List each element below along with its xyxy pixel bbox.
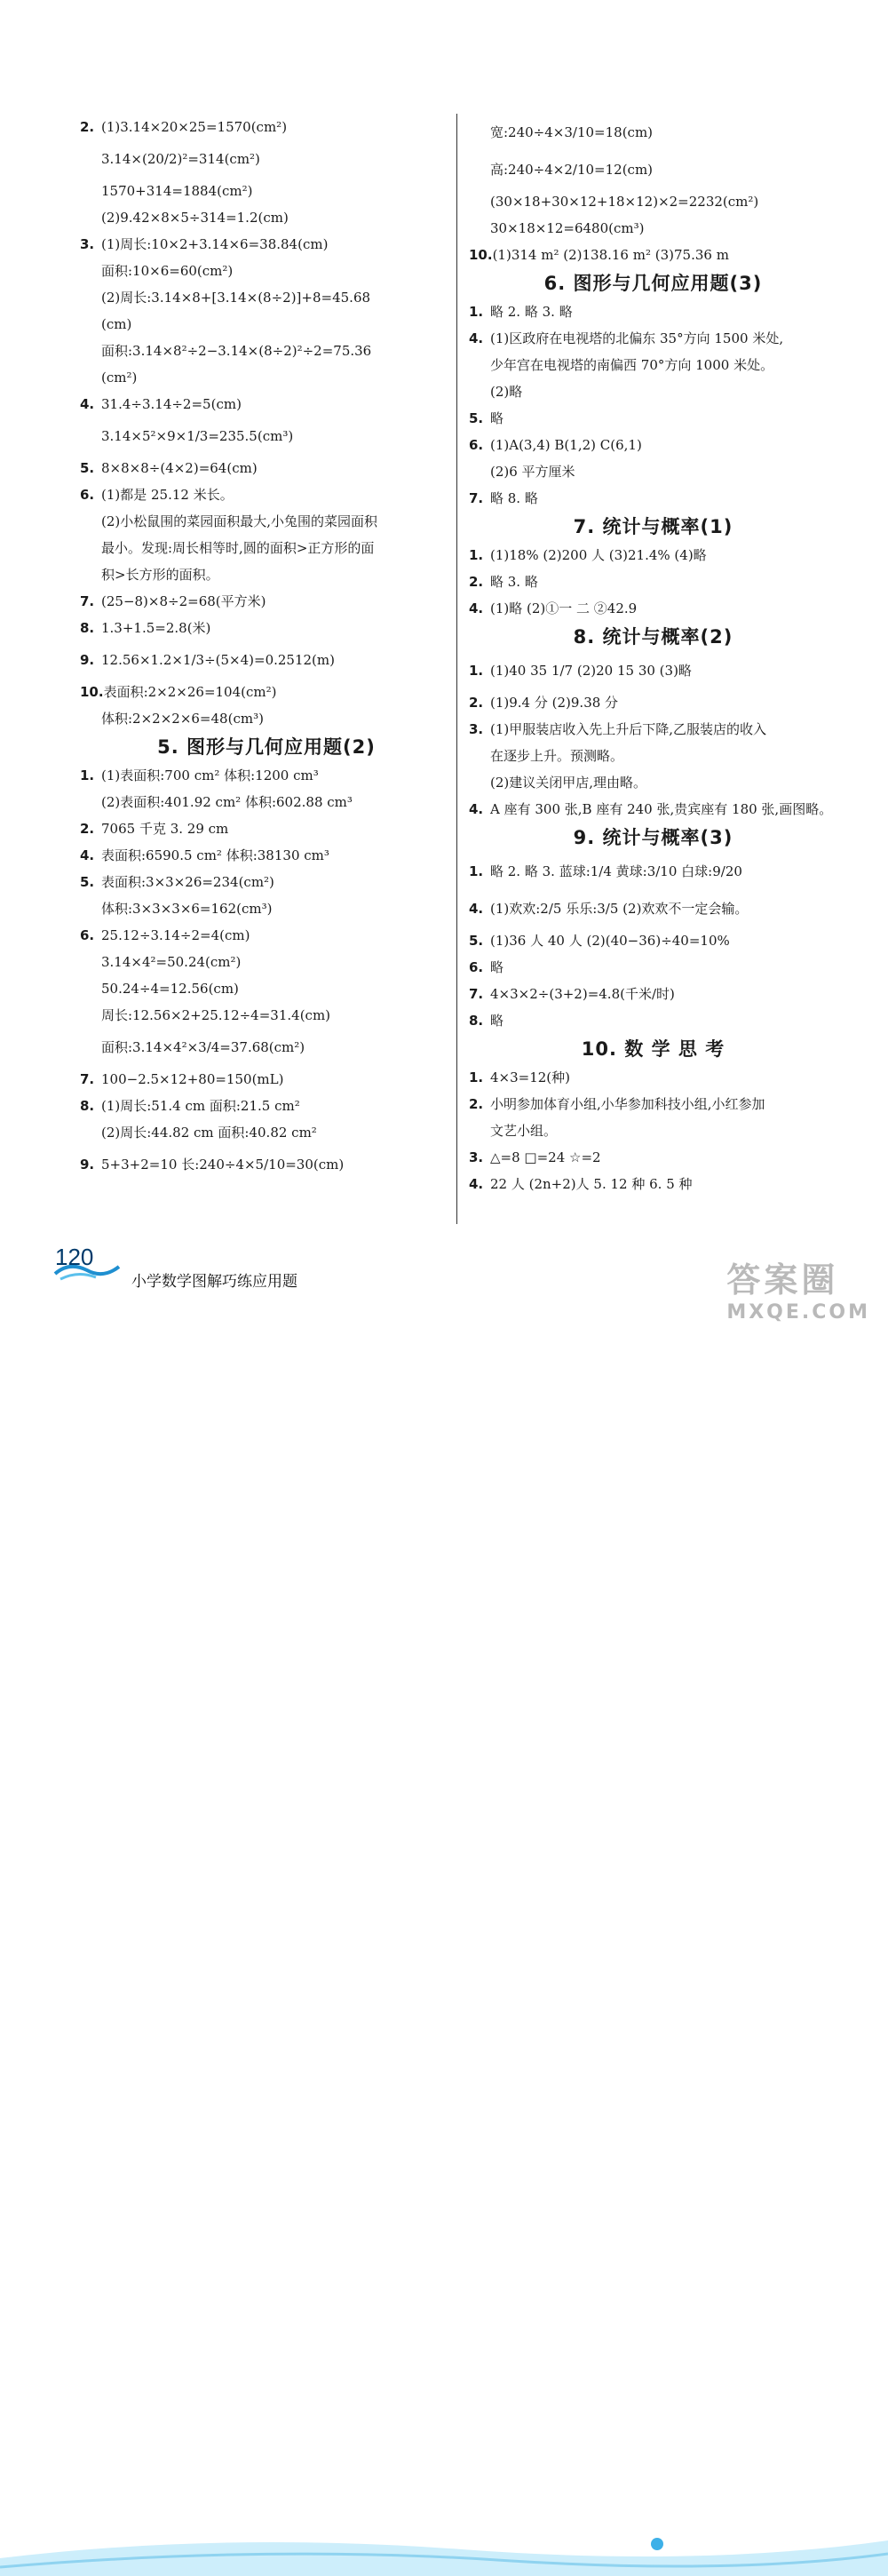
answer-line (80, 391, 453, 417)
answer-text: (1)区政府在电视塔的北偏东 35°方向 1500 米处, (490, 330, 784, 346)
section-title: 6. 图形与几何应用题(3) (543, 273, 763, 294)
answer-line (469, 458, 837, 485)
answer-line (80, 949, 453, 975)
answer-text: (2)周长:44.82 cm 面积:40.82 cm² (101, 1125, 317, 1141)
answer-text: 5+3+2=10 长:240÷4×5/10=30(cm) (101, 1157, 345, 1173)
answer-line (80, 641, 453, 679)
answer-text: (2)6 平方厘米 (490, 464, 575, 480)
question-number: 4. (80, 396, 95, 412)
answer-text: 30×18×12=6480(cm³) (490, 220, 645, 236)
answer-line (80, 1119, 453, 1146)
answer-text: 50.24÷4=12.56(cm) (101, 981, 239, 997)
question-number: 3. (469, 1149, 484, 1165)
answer-line (80, 1002, 453, 1029)
question-number: 9. (80, 1157, 95, 1173)
answer-line (80, 895, 453, 922)
answer-text: (2)略 (490, 384, 523, 400)
answer-text: 31.4÷3.14÷2=5(cm) (101, 396, 242, 412)
answer-line (469, 1064, 837, 1091)
answer-line (469, 890, 837, 927)
answer-line (80, 508, 453, 535)
answer-text: △=8 □=24 ☆=2 (490, 1149, 601, 1165)
question-number: 1. (469, 547, 484, 563)
answer-text: 面积:3.14×4²×3/4=37.68(cm²) (101, 1039, 305, 1055)
question-number: 2. (469, 695, 484, 711)
answer-line (469, 652, 837, 689)
question-number: 1. (469, 863, 484, 879)
watermark-url: MXQE.COM (726, 1301, 870, 1324)
answer-line (469, 352, 837, 378)
answer-line (80, 815, 453, 842)
answer-text: 体积:2×2×2×6=48(cm³) (101, 711, 264, 727)
answer-text: 面积:3.14×8²÷2−3.14×(8÷2)²÷2=75.36 (101, 343, 372, 359)
question-number: 3. (469, 721, 484, 737)
answer-line (80, 869, 453, 895)
answer-text: 4×3×2÷(3+2)=4.8(千米/时) (490, 986, 675, 1002)
question-number: 4. (469, 330, 484, 346)
right-column (469, 114, 837, 1197)
answer-text: 略 (490, 1013, 504, 1029)
answer-text: (1)A(3,4) B(1,2) C(6,1) (490, 437, 642, 453)
page-number: 120 (55, 1244, 94, 1270)
question-number: 7. (469, 490, 484, 506)
question-number: 2. (469, 1096, 484, 1112)
answer-line (80, 114, 453, 140)
answer-text: (2)周长:3.14×8+[3.14×(8÷2)]+8=45.68 (101, 290, 371, 306)
answer-text: (cm²) (101, 370, 138, 386)
answer-text: (1)314 m² (2)138.16 m² (3)75.36 m (492, 247, 729, 263)
question-number: 9. (80, 652, 95, 668)
answer-line (469, 114, 837, 151)
answer-text: (1)3.14×20×25=1570(cm²) (101, 119, 288, 135)
section-title: 5. 图形与几何应用题(2) (157, 736, 376, 758)
question-number: 1. (469, 1069, 484, 1085)
answer-line (469, 215, 837, 242)
answer-text: (1)36 人 40 人 (2)(40−36)÷40=10% (490, 933, 730, 949)
answer-line (469, 853, 837, 890)
answer-text: (25−8)×8÷2=68(平方米) (101, 593, 266, 609)
answer-text: (1)略 (2)①一 二 ②42.9 (490, 600, 638, 616)
answer-text: 1570+314=1884(cm²) (101, 183, 253, 199)
answer-line (80, 364, 453, 391)
answer-line (469, 1091, 837, 1117)
question-number: 5. (80, 874, 95, 890)
answer-text: 文艺小组。 (490, 1123, 558, 1139)
answer-text: 25.12÷3.14÷2=4(cm) (101, 927, 250, 943)
question-number: 8. (80, 620, 95, 636)
answer-line (80, 258, 453, 284)
question-number: 2. (80, 821, 95, 837)
answer-text: (1)表面积:700 cm² 体积:1200 cm³ (101, 767, 319, 783)
answer-line (80, 311, 453, 338)
answer-line (469, 542, 837, 568)
answer-text: (1)周长:10×2+3.14×6=38.84(cm) (101, 236, 329, 252)
answer-line (80, 679, 453, 705)
answer-text: 3.14×4²=50.24(cm²) (101, 954, 242, 970)
answer-text: (2)小松鼠围的菜园面积最大,小兔围的菜园面积 (101, 513, 378, 529)
answer-line (80, 1029, 453, 1066)
answer-text: 最小。发现:周长相等时,圆的面积>正方形的面 (101, 540, 375, 556)
section-title: 8. 统计与概率(2) (573, 626, 733, 648)
question-number: 5. (469, 933, 484, 949)
answer-line (80, 535, 453, 561)
answer-text: 22 人 (2n+2)人 5. 12 种 6. 5 种 (490, 1176, 693, 1192)
question-number: 1. (80, 767, 95, 783)
answer-line (80, 481, 453, 508)
answer-line (469, 595, 837, 622)
answer-line (469, 432, 837, 458)
section-title: 9. 统计与概率(3) (573, 827, 733, 848)
question-number: 10. (80, 684, 104, 700)
answer-line (80, 1066, 453, 1093)
question-number: 4. (469, 901, 484, 917)
answer-text: 12.56×1.2×1/3÷(5×4)=0.2512(m) (101, 652, 335, 668)
answer-line (80, 1093, 453, 1119)
question-number: 8. (80, 1098, 95, 1114)
answer-line (469, 716, 837, 743)
answer-text: 在逐步上升。预测略。 (490, 748, 624, 764)
answer-line (469, 1144, 837, 1171)
answer-text: 体积:3×3×3×6=162(cm³) (101, 901, 273, 917)
answer-line (80, 561, 453, 588)
answer-text: 3.14×5²×9×1/3=235.5(cm³) (101, 428, 294, 444)
answer-line (469, 325, 837, 352)
question-number: 10. (469, 247, 493, 263)
answer-text: (1)18% (2)200 人 (3)21.4% (4)略 (490, 547, 707, 563)
question-number: 2. (80, 119, 95, 135)
question-number: 1. (469, 663, 484, 679)
answer-line (80, 842, 453, 869)
question-number: 4. (469, 600, 484, 616)
answer-text: 略 2. 略 3. 蓝球:1/4 黄球:3/10 白球:9/20 (490, 863, 742, 879)
watermark-text: 答案圈 (726, 1260, 839, 1300)
answer-line (469, 981, 837, 1007)
answer-text: 表面积:3×3×26=234(cm²) (101, 874, 274, 890)
answer-line (469, 378, 837, 405)
wave-decoration (0, 2523, 888, 2576)
answer-text: 略 2. 略 3. 略 (490, 304, 573, 320)
answer-line (80, 922, 453, 949)
answer-text: 100−2.5×12+80=150(mL) (101, 1071, 284, 1087)
question-number: 5. (80, 460, 95, 476)
question-number: 7. (469, 986, 484, 1002)
answer-line (80, 140, 453, 178)
answer-text: 小明参加体育小组,小华参加科技小组,小红参加 (490, 1096, 765, 1112)
answer-line (80, 455, 453, 481)
question-number: 6. (469, 959, 484, 975)
answer-line (469, 151, 837, 188)
answer-text: 8×8×8÷(4×2)=64(cm) (101, 460, 258, 476)
question-number: 6. (80, 487, 95, 503)
question-number: 6. (469, 437, 484, 453)
question-number: 5. (469, 410, 484, 426)
question-number: 1. (469, 304, 484, 320)
answer-text: (2)9.42×8×5÷314=1.2(cm) (101, 210, 289, 226)
answer-text: 略 3. 略 (490, 574, 538, 590)
question-number: 4. (469, 1176, 484, 1192)
answer-text: (1)40 35 1/7 (2)20 15 30 (3)略 (490, 663, 692, 679)
answer-line (80, 231, 453, 258)
answer-text: (1)周长:51.4 cm 面积:21.5 cm² (101, 1098, 300, 1114)
answer-line (469, 927, 837, 954)
answer-line (469, 769, 837, 796)
answer-line (80, 1146, 453, 1183)
question-number: 3. (80, 236, 95, 252)
answer-line (80, 178, 453, 204)
answer-text: 表面积:6590.5 cm² 体积:38130 cm³ (101, 847, 329, 863)
answer-text: 面积:10×6=60(cm²) (101, 263, 234, 279)
answer-text: 高:240÷4×2/10=12(cm) (490, 162, 654, 178)
answer-line (469, 796, 837, 823)
answer-line (469, 242, 837, 268)
section-title: 10. 数 学 思 考 (581, 1038, 725, 1060)
answer-text: 周长:12.56×2+25.12÷4=31.4(cm) (101, 1007, 331, 1023)
answer-line (469, 1171, 837, 1197)
answer-line (469, 298, 837, 325)
answer-text: (cm) (101, 316, 132, 332)
left-column (80, 114, 453, 1183)
answer-text: (2)建议关闭甲店,理由略。 (490, 775, 647, 791)
answer-line (80, 338, 453, 364)
answer-text: 略 8. 略 (490, 490, 538, 506)
answer-line (469, 1007, 837, 1034)
answer-text: A 座有 300 张,B 座有 240 张,贵宾座有 180 张,画图略。 (490, 801, 833, 817)
answer-text: (1)甲服装店收入先上升后下降,乙服装店的收入 (490, 721, 767, 737)
answer-line (80, 615, 453, 641)
question-number: 2. (469, 574, 484, 590)
question-number: 7. (80, 593, 95, 609)
answer-text: (1)都是 25.12 米长。 (101, 487, 234, 503)
answer-line (80, 975, 453, 1002)
answer-line (469, 689, 837, 716)
answer-text: 4×3=12(种) (490, 1069, 571, 1085)
watermark (726, 1252, 870, 1324)
answer-line (80, 789, 453, 815)
question-number: 7. (80, 1071, 95, 1087)
answer-line (469, 954, 837, 981)
answer-text: 3.14×(20/2)²=314(cm²) (101, 151, 260, 167)
answer-line (80, 417, 453, 455)
answer-line (80, 284, 453, 311)
question-number: 4. (469, 801, 484, 817)
question-number: 8. (469, 1013, 484, 1029)
answer-text: 1.3+1.5=2.8(米) (101, 620, 211, 636)
answer-line (80, 705, 453, 732)
answer-text: 少年宫在电视塔的南偏西 70°方向 1000 米处。 (490, 357, 774, 373)
answer-text: 略 (490, 410, 504, 426)
book-title: 小学数学图解巧练应用题 (131, 1273, 297, 1291)
answer-line (80, 588, 453, 615)
answer-text: 略 (490, 959, 504, 975)
answer-line (469, 743, 837, 769)
answer-text: 积>长方形的面积。 (101, 567, 219, 583)
answer-line (469, 1117, 837, 1144)
answer-line (469, 485, 837, 512)
question-number: 4. (80, 847, 95, 863)
answer-line (80, 762, 453, 789)
answer-line (80, 204, 453, 231)
question-number: 6. (80, 927, 95, 943)
answer-text: 宽:240÷4×3/10=18(cm) (490, 124, 654, 140)
answer-text: 7065 千克 3. 29 cm (101, 821, 229, 837)
column-divider (456, 114, 457, 1224)
answer-text: (1)9.4 分 (2)9.38 分 (490, 695, 619, 711)
answer-text: 表面积:2×2×26=104(cm²) (103, 684, 277, 700)
answer-line (469, 188, 837, 215)
answer-line (469, 405, 837, 432)
answer-text: (1)欢欢:2/5 乐乐:3/5 (2)欢欢不一定会输。 (490, 901, 749, 917)
answer-text: (2)表面积:401.92 cm² 体积:602.88 cm³ (101, 794, 353, 810)
answer-text: (30×18+30×12+18×12)×2=2232(cm²) (490, 194, 759, 210)
section-title: 7. 统计与概率(1) (573, 516, 733, 537)
answer-line (469, 568, 837, 595)
